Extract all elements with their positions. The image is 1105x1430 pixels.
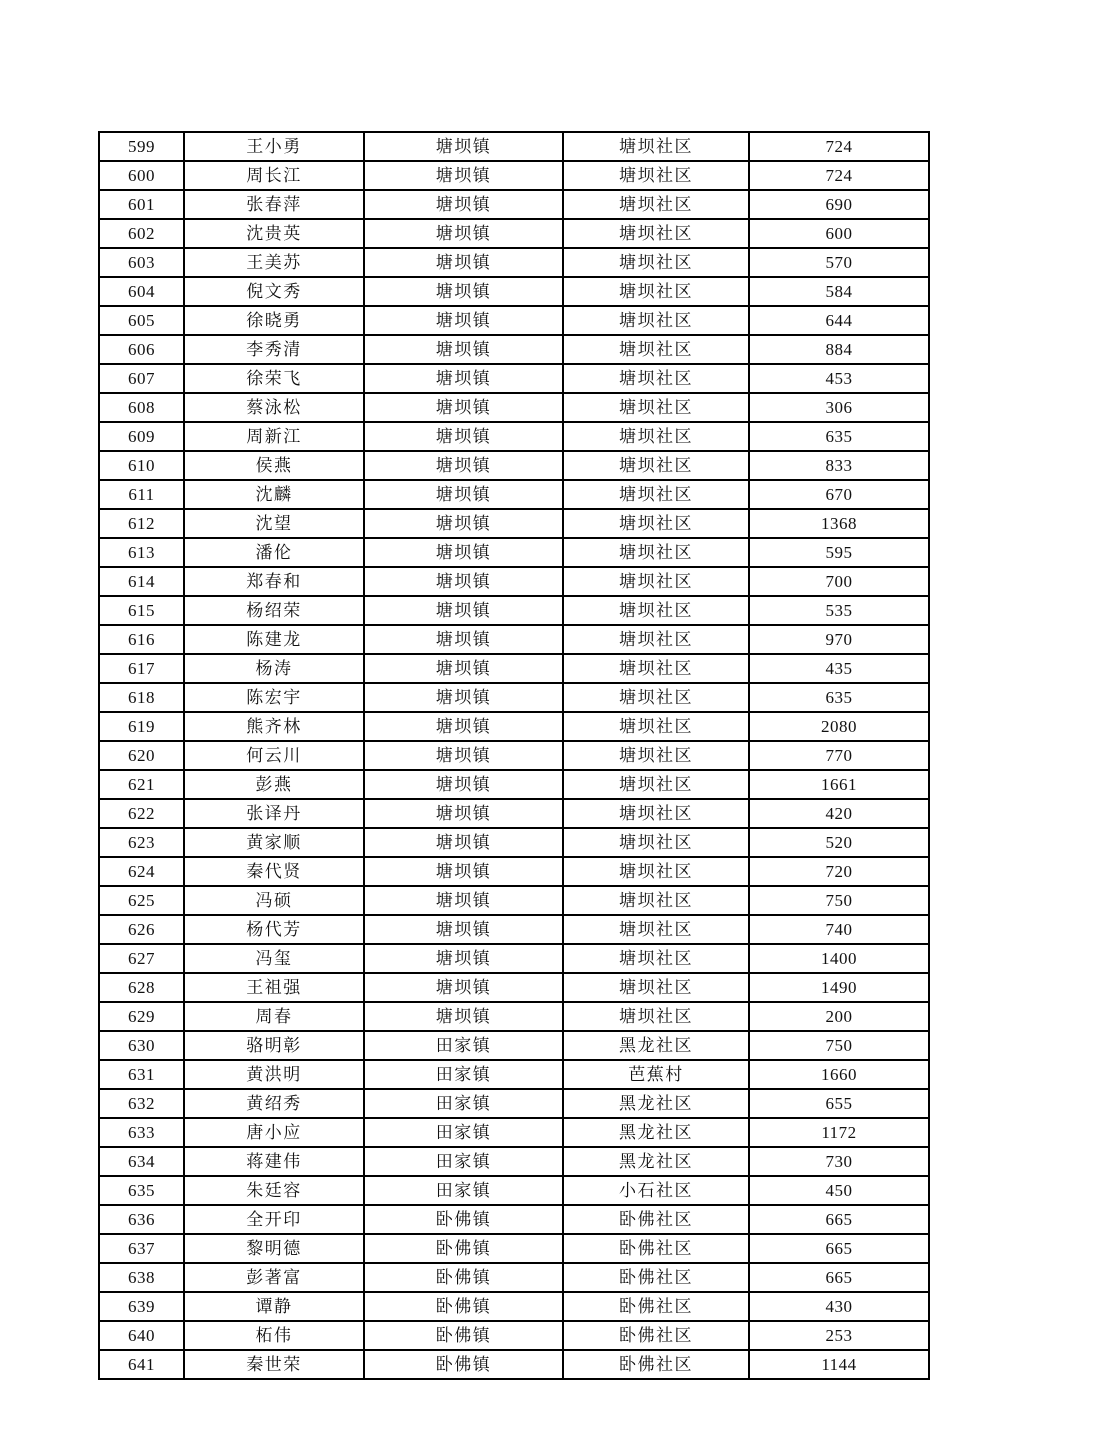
town-cell: 卧佛镇 [364, 1350, 563, 1379]
town-cell: 田家镇 [364, 1118, 563, 1147]
value-cell: 600 [749, 219, 929, 248]
town-cell: 塘坝镇 [364, 509, 563, 538]
community-cell: 黑龙社区 [563, 1118, 749, 1147]
table-row [99, 422, 929, 451]
person-name-cell: 周长江 [184, 161, 364, 190]
value-cell: 253 [749, 1321, 929, 1350]
value-cell: 1400 [749, 944, 929, 973]
town-cell: 塘坝镇 [364, 741, 563, 770]
row-id-cell: 612 [99, 509, 184, 538]
table-row [99, 1089, 929, 1118]
community-cell: 卧佛社区 [563, 1263, 749, 1292]
table-row [99, 886, 929, 915]
person-name-cell: 彭著富 [184, 1263, 364, 1292]
person-name-cell: 周新江 [184, 422, 364, 451]
town-cell: 塘坝镇 [364, 451, 563, 480]
community-cell: 塘坝社区 [563, 1002, 749, 1031]
row-id-cell: 622 [99, 799, 184, 828]
town-cell: 田家镇 [364, 1089, 563, 1118]
table-row [99, 857, 929, 886]
value-cell: 1144 [749, 1350, 929, 1379]
community-cell: 塘坝社区 [563, 915, 749, 944]
value-cell: 665 [749, 1205, 929, 1234]
row-id-cell: 620 [99, 741, 184, 770]
community-cell: 塘坝社区 [563, 567, 749, 596]
row-id-cell: 599 [99, 132, 184, 161]
table-row [99, 248, 929, 277]
community-cell: 塘坝社区 [563, 683, 749, 712]
person-name-cell: 王美苏 [184, 248, 364, 277]
table-row [99, 944, 929, 973]
row-id-cell: 619 [99, 712, 184, 741]
community-cell: 塘坝社区 [563, 973, 749, 1002]
table-row [99, 683, 929, 712]
town-cell: 卧佛镇 [364, 1263, 563, 1292]
community-cell: 塘坝社区 [563, 393, 749, 422]
person-name-cell: 陈宏宇 [184, 683, 364, 712]
community-cell: 塘坝社区 [563, 248, 749, 277]
community-cell: 塘坝社区 [563, 306, 749, 335]
town-cell: 塘坝镇 [364, 132, 563, 161]
town-cell: 塘坝镇 [364, 596, 563, 625]
community-cell: 黑龙社区 [563, 1089, 749, 1118]
value-cell: 584 [749, 277, 929, 306]
community-cell: 塘坝社区 [563, 625, 749, 654]
value-cell: 740 [749, 915, 929, 944]
table-row [99, 161, 929, 190]
community-cell: 塘坝社区 [563, 509, 749, 538]
person-name-cell: 蔡泳松 [184, 393, 364, 422]
table-row [99, 973, 929, 1002]
value-cell: 1490 [749, 973, 929, 1002]
town-cell: 卧佛镇 [364, 1292, 563, 1321]
person-name-cell: 沈望 [184, 509, 364, 538]
table-row [99, 509, 929, 538]
row-id-cell: 604 [99, 277, 184, 306]
community-cell: 塘坝社区 [563, 451, 749, 480]
community-cell: 芭蕉村 [563, 1060, 749, 1089]
value-cell: 750 [749, 886, 929, 915]
value-cell: 1368 [749, 509, 929, 538]
row-id-cell: 616 [99, 625, 184, 654]
person-name-cell: 全开印 [184, 1205, 364, 1234]
person-name-cell: 熊齐林 [184, 712, 364, 741]
town-cell: 塘坝镇 [364, 393, 563, 422]
community-cell: 塘坝社区 [563, 799, 749, 828]
value-cell: 306 [749, 393, 929, 422]
community-cell: 卧佛社区 [563, 1234, 749, 1263]
community-cell: 卧佛社区 [563, 1205, 749, 1234]
table-row [99, 364, 929, 393]
value-cell: 635 [749, 683, 929, 712]
person-name-cell: 徐荣飞 [184, 364, 364, 393]
community-cell: 塘坝社区 [563, 886, 749, 915]
row-id-cell: 626 [99, 915, 184, 944]
table-row [99, 393, 929, 422]
row-id-cell: 607 [99, 364, 184, 393]
value-cell: 770 [749, 741, 929, 770]
town-cell: 塘坝镇 [364, 625, 563, 654]
town-cell: 塘坝镇 [364, 886, 563, 915]
community-cell: 塘坝社区 [563, 161, 749, 190]
row-id-cell: 602 [99, 219, 184, 248]
value-cell: 690 [749, 190, 929, 219]
table-row [99, 1234, 929, 1263]
person-name-cell: 蒋建伟 [184, 1147, 364, 1176]
town-cell: 田家镇 [364, 1176, 563, 1205]
table-row [99, 132, 929, 161]
town-cell: 塘坝镇 [364, 364, 563, 393]
community-cell: 卧佛社区 [563, 1321, 749, 1350]
row-id-cell: 603 [99, 248, 184, 277]
person-name-cell: 张春萍 [184, 190, 364, 219]
community-cell: 塘坝社区 [563, 277, 749, 306]
town-cell: 塘坝镇 [364, 944, 563, 973]
person-name-cell: 杨绍荣 [184, 596, 364, 625]
community-cell: 黑龙社区 [563, 1147, 749, 1176]
value-cell: 1661 [749, 770, 929, 799]
person-name-cell: 王小勇 [184, 132, 364, 161]
row-id-cell: 621 [99, 770, 184, 799]
value-cell: 750 [749, 1031, 929, 1060]
community-cell: 卧佛社区 [563, 1350, 749, 1379]
value-cell: 1172 [749, 1118, 929, 1147]
person-name-cell: 冯硕 [184, 886, 364, 915]
town-cell: 塘坝镇 [364, 538, 563, 567]
row-id-cell: 624 [99, 857, 184, 886]
table-row [99, 799, 929, 828]
community-cell: 塘坝社区 [563, 741, 749, 770]
table-row [99, 1205, 929, 1234]
community-cell: 塘坝社区 [563, 857, 749, 886]
value-cell: 833 [749, 451, 929, 480]
town-cell: 塘坝镇 [364, 190, 563, 219]
town-cell: 田家镇 [364, 1031, 563, 1060]
town-cell: 塘坝镇 [364, 683, 563, 712]
table-row [99, 190, 929, 219]
table-row [99, 306, 929, 335]
community-cell: 塘坝社区 [563, 190, 749, 219]
roster-table [98, 131, 930, 1380]
town-cell: 塘坝镇 [364, 1002, 563, 1031]
community-cell: 塘坝社区 [563, 480, 749, 509]
value-cell: 450 [749, 1176, 929, 1205]
row-id-cell: 638 [99, 1263, 184, 1292]
person-name-cell: 郑春和 [184, 567, 364, 596]
table-row [99, 1060, 929, 1089]
row-id-cell: 606 [99, 335, 184, 364]
row-id-cell: 627 [99, 944, 184, 973]
town-cell: 塘坝镇 [364, 915, 563, 944]
row-id-cell: 600 [99, 161, 184, 190]
person-name-cell: 朱廷容 [184, 1176, 364, 1205]
row-id-cell: 633 [99, 1118, 184, 1147]
town-cell: 塘坝镇 [364, 770, 563, 799]
row-id-cell: 630 [99, 1031, 184, 1060]
town-cell: 塘坝镇 [364, 335, 563, 364]
person-name-cell: 黄绍秀 [184, 1089, 364, 1118]
table-row [99, 1321, 929, 1350]
person-name-cell: 杨涛 [184, 654, 364, 683]
value-cell: 665 [749, 1234, 929, 1263]
person-name-cell: 杨代芳 [184, 915, 364, 944]
row-id-cell: 608 [99, 393, 184, 422]
table-row [99, 1176, 929, 1205]
row-id-cell: 613 [99, 538, 184, 567]
value-cell: 884 [749, 335, 929, 364]
value-cell: 1660 [749, 1060, 929, 1089]
table-row [99, 1292, 929, 1321]
row-id-cell: 636 [99, 1205, 184, 1234]
value-cell: 420 [749, 799, 929, 828]
row-id-cell: 634 [99, 1147, 184, 1176]
person-name-cell: 沈麟 [184, 480, 364, 509]
community-cell: 塘坝社区 [563, 422, 749, 451]
row-id-cell: 614 [99, 567, 184, 596]
value-cell: 570 [749, 248, 929, 277]
row-id-cell: 605 [99, 306, 184, 335]
town-cell: 卧佛镇 [364, 1205, 563, 1234]
person-name-cell: 柘伟 [184, 1321, 364, 1350]
table-row [99, 1147, 929, 1176]
value-cell: 430 [749, 1292, 929, 1321]
table-row [99, 538, 929, 567]
table-row [99, 277, 929, 306]
town-cell: 卧佛镇 [364, 1321, 563, 1350]
community-cell: 塘坝社区 [563, 219, 749, 248]
roster-table-body [99, 132, 929, 1379]
value-cell: 2080 [749, 712, 929, 741]
person-name-cell: 沈贵英 [184, 219, 364, 248]
table-row [99, 1002, 929, 1031]
value-cell: 724 [749, 161, 929, 190]
person-name-cell: 何云川 [184, 741, 364, 770]
table-row [99, 1031, 929, 1060]
table-row [99, 480, 929, 509]
person-name-cell: 周春 [184, 1002, 364, 1031]
value-cell: 665 [749, 1263, 929, 1292]
value-cell: 970 [749, 625, 929, 654]
town-cell: 塘坝镇 [364, 828, 563, 857]
row-id-cell: 610 [99, 451, 184, 480]
community-cell: 塘坝社区 [563, 364, 749, 393]
table-row [99, 335, 929, 364]
community-cell: 塘坝社区 [563, 538, 749, 567]
row-id-cell: 632 [99, 1089, 184, 1118]
row-id-cell: 617 [99, 654, 184, 683]
value-cell: 644 [749, 306, 929, 335]
community-cell: 塘坝社区 [563, 828, 749, 857]
table-row [99, 654, 929, 683]
town-cell: 塘坝镇 [364, 799, 563, 828]
row-id-cell: 625 [99, 886, 184, 915]
table-row [99, 451, 929, 480]
community-cell: 塘坝社区 [563, 596, 749, 625]
table-row [99, 1263, 929, 1292]
community-cell: 塘坝社区 [563, 132, 749, 161]
person-name-cell: 黄洪明 [184, 1060, 364, 1089]
table-row [99, 712, 929, 741]
town-cell: 塘坝镇 [364, 277, 563, 306]
person-name-cell: 彭燕 [184, 770, 364, 799]
town-cell: 塘坝镇 [364, 567, 563, 596]
community-cell: 塘坝社区 [563, 712, 749, 741]
table-row [99, 1350, 929, 1379]
table-row [99, 915, 929, 944]
person-name-cell: 倪文秀 [184, 277, 364, 306]
person-name-cell: 李秀清 [184, 335, 364, 364]
row-id-cell: 641 [99, 1350, 184, 1379]
town-cell: 塘坝镇 [364, 219, 563, 248]
table-row [99, 567, 929, 596]
row-id-cell: 609 [99, 422, 184, 451]
person-name-cell: 黄家顺 [184, 828, 364, 857]
value-cell: 635 [749, 422, 929, 451]
community-cell: 塘坝社区 [563, 944, 749, 973]
person-name-cell: 潘伦 [184, 538, 364, 567]
town-cell: 塘坝镇 [364, 422, 563, 451]
value-cell: 453 [749, 364, 929, 393]
community-cell: 塘坝社区 [563, 335, 749, 364]
town-cell: 塘坝镇 [364, 248, 563, 277]
table-row [99, 1118, 929, 1147]
community-cell: 塘坝社区 [563, 770, 749, 799]
row-id-cell: 623 [99, 828, 184, 857]
town-cell: 塘坝镇 [364, 973, 563, 1002]
value-cell: 730 [749, 1147, 929, 1176]
person-name-cell: 秦代贤 [184, 857, 364, 886]
row-id-cell: 611 [99, 480, 184, 509]
community-cell: 卧佛社区 [563, 1292, 749, 1321]
person-name-cell: 谭静 [184, 1292, 364, 1321]
row-id-cell: 640 [99, 1321, 184, 1350]
value-cell: 700 [749, 567, 929, 596]
person-name-cell: 陈建龙 [184, 625, 364, 654]
table-row [99, 625, 929, 654]
table-row [99, 741, 929, 770]
table-row [99, 770, 929, 799]
table-row [99, 828, 929, 857]
value-cell: 535 [749, 596, 929, 625]
person-name-cell: 唐小应 [184, 1118, 364, 1147]
row-id-cell: 628 [99, 973, 184, 1002]
person-name-cell: 骆明彰 [184, 1031, 364, 1060]
town-cell: 塘坝镇 [364, 654, 563, 683]
town-cell: 塘坝镇 [364, 712, 563, 741]
town-cell: 田家镇 [364, 1147, 563, 1176]
person-name-cell: 徐晓勇 [184, 306, 364, 335]
person-name-cell: 秦世荣 [184, 1350, 364, 1379]
town-cell: 塘坝镇 [364, 306, 563, 335]
value-cell: 595 [749, 538, 929, 567]
community-cell: 小石社区 [563, 1176, 749, 1205]
town-cell: 卧佛镇 [364, 1234, 563, 1263]
town-cell: 塘坝镇 [364, 857, 563, 886]
person-name-cell: 黎明德 [184, 1234, 364, 1263]
community-cell: 黑龙社区 [563, 1031, 749, 1060]
table-row [99, 219, 929, 248]
town-cell: 田家镇 [364, 1060, 563, 1089]
value-cell: 520 [749, 828, 929, 857]
row-id-cell: 615 [99, 596, 184, 625]
row-id-cell: 635 [99, 1176, 184, 1205]
town-cell: 塘坝镇 [364, 480, 563, 509]
row-id-cell: 601 [99, 190, 184, 219]
row-id-cell: 639 [99, 1292, 184, 1321]
row-id-cell: 637 [99, 1234, 184, 1263]
value-cell: 670 [749, 480, 929, 509]
row-id-cell: 631 [99, 1060, 184, 1089]
person-name-cell: 冯玺 [184, 944, 364, 973]
community-cell: 塘坝社区 [563, 654, 749, 683]
row-id-cell: 618 [99, 683, 184, 712]
value-cell: 720 [749, 857, 929, 886]
value-cell: 200 [749, 1002, 929, 1031]
town-cell: 塘坝镇 [364, 161, 563, 190]
value-cell: 435 [749, 654, 929, 683]
value-cell: 724 [749, 132, 929, 161]
person-name-cell: 侯燕 [184, 451, 364, 480]
person-name-cell: 张译丹 [184, 799, 364, 828]
table-row [99, 596, 929, 625]
person-name-cell: 王祖强 [184, 973, 364, 1002]
row-id-cell: 629 [99, 1002, 184, 1031]
value-cell: 655 [749, 1089, 929, 1118]
